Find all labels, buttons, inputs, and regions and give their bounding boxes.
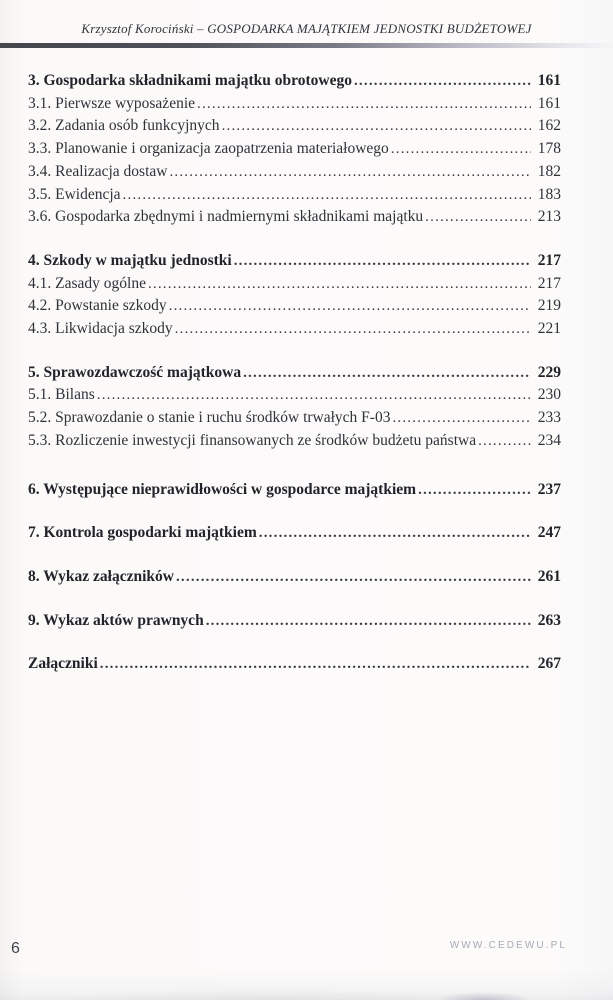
dot-leader — [425, 206, 531, 229]
toc-entry — [28, 479, 561, 502]
toc-entry-title: 3.4. Realizacja dostaw — [28, 162, 168, 180]
header-rule — [0, 43, 613, 48]
toc-entry-title: 7. Kontrola gospodarki majątkiem — [28, 524, 257, 542]
toc-entry-page: 162 — [537, 117, 561, 135]
toc-entry-page: 230 — [537, 386, 561, 404]
toc-entry — [28, 295, 561, 318]
toc-entry — [28, 362, 561, 385]
toc-entry-page: 219 — [537, 297, 561, 315]
toc-entry-title: 4. Szkody w majątku jednostki — [28, 251, 232, 269]
toc-entry — [28, 273, 561, 296]
toc-entry-page: 213 — [537, 208, 561, 226]
dot-leader — [243, 362, 531, 385]
dot-leader — [169, 295, 531, 318]
toc-entry — [28, 161, 561, 184]
toc-entry — [28, 93, 561, 116]
toc-entry-title: 5.2. Sprawozdanie o stanie i ruchu środków trwałych F-03 — [28, 409, 391, 427]
toc-entry-title: 4.3. Likwidacja szkody — [28, 320, 173, 338]
toc-entry-page: 161 — [537, 72, 561, 89]
dot-leader — [175, 318, 531, 341]
toc-entry — [28, 566, 561, 589]
toc-section-8 — [28, 566, 561, 589]
toc-entry-title: 6. Występujące nieprawidłowości w gospodarce majątkiem — [28, 480, 417, 498]
dot-leader — [169, 161, 531, 184]
toc-entry — [28, 250, 561, 273]
toc-entry-page: 183 — [537, 185, 561, 203]
dot-leader — [123, 184, 531, 207]
toc-entry-page: 234 — [537, 431, 561, 449]
toc-section-4 — [28, 250, 561, 341]
toc-section-3 — [28, 70, 561, 229]
toc-entry — [28, 610, 561, 633]
toc-entry — [28, 206, 561, 229]
toc-entry-title: 3.6. Gospodarka zbędnymi i nadmiernymi składnikami majątku — [28, 208, 424, 226]
toc-entry-title: 3.1. Pierwsze wyposażenie — [28, 94, 196, 112]
toc-entry — [28, 318, 561, 341]
toc-entry-page: 261 — [537, 567, 561, 585]
toc-entry-page: 263 — [537, 611, 561, 629]
dot-leader — [478, 430, 531, 453]
toc-entry-title: 4.2. Powstanie szkody — [28, 297, 167, 315]
toc-section-attachments — [28, 653, 561, 676]
dot-leader — [197, 93, 531, 116]
toc-section-5 — [28, 362, 561, 453]
dot-leader — [100, 653, 531, 676]
toc-entry-title: 3.2. Zadania osób funkcyjnych — [28, 117, 220, 135]
publisher-url: WWW.CEDEWU.PL — [449, 940, 567, 951]
dot-leader — [259, 522, 531, 545]
toc-entry-title: 5. Sprawozdawczość majątkowa — [28, 363, 242, 381]
toc-entry-page: 161 — [537, 94, 561, 112]
dot-leader — [392, 407, 531, 430]
page-number: 6 — [11, 940, 20, 957]
toc-entry-page: 221 — [537, 320, 561, 338]
toc-entry-page: 217 — [537, 251, 561, 269]
dot-leader — [206, 610, 531, 633]
toc-section-7 — [28, 522, 561, 545]
toc-entry — [28, 430, 561, 453]
toc-entry-page: 217 — [537, 274, 561, 292]
toc-entry-page: 237 — [537, 480, 561, 498]
toc-entry-title: 5.3. Rozliczenie inwestycji finansowanych ze środków budżetu państwa — [28, 431, 477, 449]
dot-leader — [234, 250, 531, 273]
toc-entry-page: 247 — [537, 524, 561, 542]
toc-entry-page: 182 — [537, 162, 561, 180]
page-header — [0, 0, 613, 48]
toc-entry — [28, 115, 561, 138]
dot-leader — [418, 479, 531, 502]
toc-entry-title: 8. Wykaz załączników — [28, 567, 174, 585]
toc-section-9 — [28, 610, 561, 633]
toc-entry — [28, 70, 561, 93]
toc-entry-title: 4.1. Zasady ogólne — [28, 274, 146, 292]
toc-entry-title: 5.1. Bilans — [28, 386, 95, 404]
toc-entry-page: 229 — [537, 363, 561, 381]
toc-section-6 — [28, 479, 561, 502]
dot-leader — [176, 566, 531, 589]
dot-leader — [97, 384, 531, 407]
toc-entry — [28, 653, 561, 676]
dot-leader — [148, 273, 531, 296]
toc-entry — [28, 407, 561, 430]
toc-entry-title: Załączniki — [28, 655, 98, 673]
dot-leader — [354, 70, 531, 93]
running-header: Krzysztof Korociński – GOSPODARKA MAJĄTKIEM JEDNOSTKI BUDŻETOWEJ — [81, 21, 532, 36]
toc-entry — [28, 138, 561, 161]
table-of-contents — [28, 70, 561, 676]
toc-entry-title: 3.3. Planowanie i organizacja zaopatrzenia materiałowego — [28, 140, 389, 158]
toc-entry — [28, 384, 561, 407]
toc-entry-page: 178 — [537, 140, 561, 158]
toc-entry — [28, 184, 561, 207]
toc-entry — [28, 522, 561, 545]
toc-entry-title: 3. Gospodarka składnikami majątku obrotowego — [28, 72, 352, 89]
toc-entry-title: 3.5. Ewidencja — [28, 185, 121, 203]
toc-entry-page: 233 — [537, 409, 561, 427]
dot-leader — [391, 138, 531, 161]
dot-leader — [222, 115, 531, 138]
toc-entry-page: 267 — [537, 655, 561, 673]
toc-entry-title: 9. Wykaz aktów prawnych — [28, 611, 204, 629]
